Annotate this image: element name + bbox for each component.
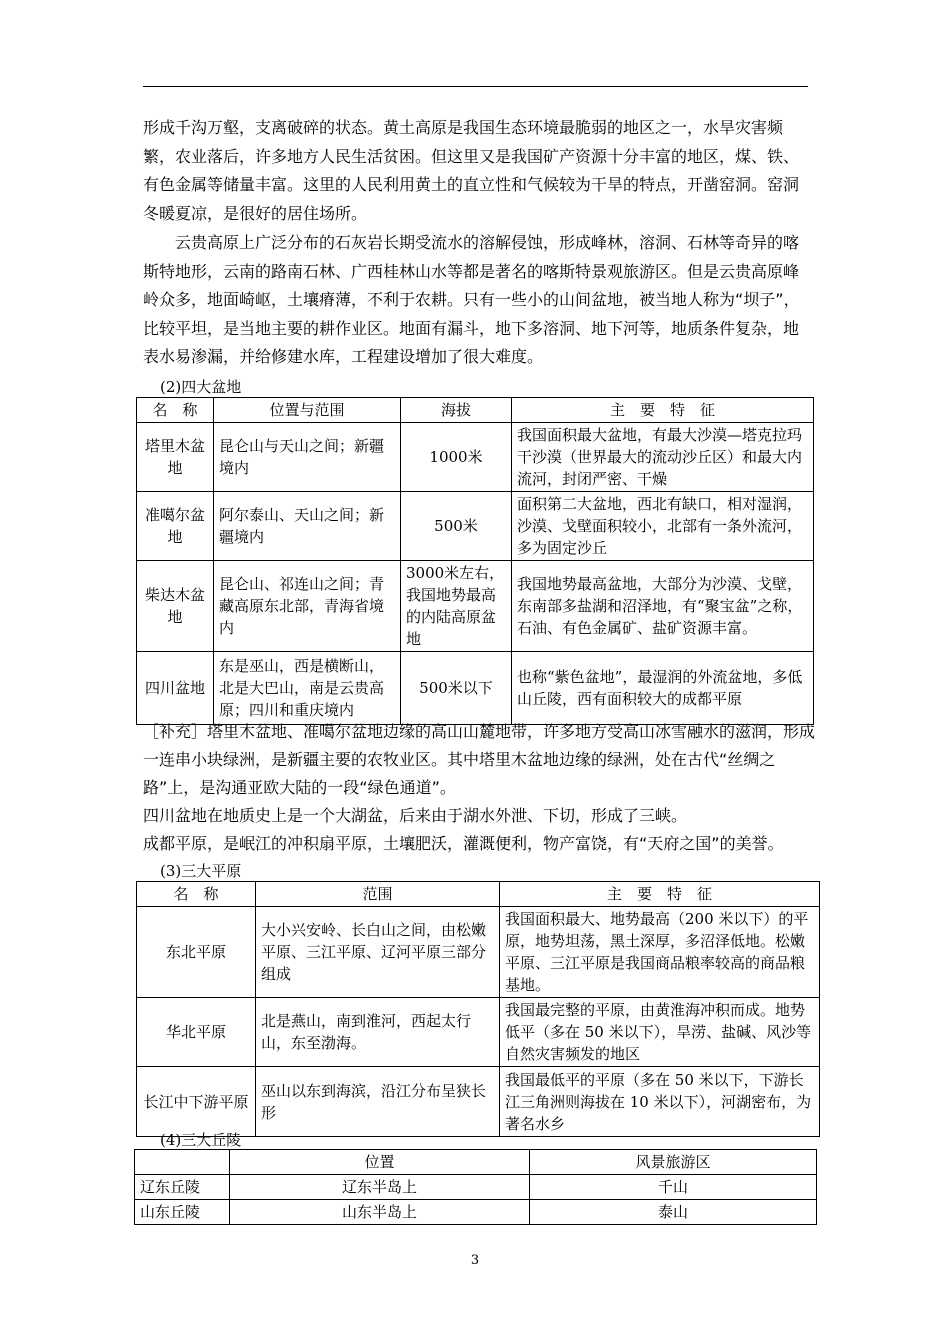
- basins-header-row: [137, 398, 814, 423]
- header-blank: [135, 1150, 230, 1175]
- header-altitude: 海拔: [401, 398, 512, 423]
- table-row: [137, 423, 814, 492]
- supplement-chengdu: 成都平原，是岷江的冲积扇平原，土壤肥沃，灌溉便利，物产富饶，有“天府之国”的美誉。: [143, 834, 784, 853]
- basin-location: 昆仑山与天山之间；新疆境内: [214, 423, 401, 492]
- plains-table: [136, 881, 820, 1137]
- hills-caption: (4)三大丘陵: [160, 1131, 242, 1149]
- intro-paragraph-loess: 形成千沟万壑，支离破碎的状态。黄土高原是我国生态环境最脆弱的地区之一，水旱灾害频繁，农业落后，许多地方人民生活贫困。但这里又是我国矿产资源十分丰富的地区，煤、铁、有色金属等储量丰富。这里的人民利用黄土的直立性和气候较为干旱的特点，开凿窑洞。窑洞冬暖夏凉，是很好的居住场所。: [143, 118, 800, 223]
- header-name: 名 称: [137, 882, 256, 907]
- basin-name: 四川盆地: [137, 652, 214, 725]
- basin-features: 面积第二大盆地，西北有缺口，相对湿润，沙漠、戈壁面积较小，北部有一条外流河，多为固定沙丘: [512, 492, 814, 561]
- hill-scenic: 泰山: [530, 1200, 817, 1225]
- supplement-oasis: ［补充］塔里木盆地、准噶尔盆地边缘的高山山麓地带，许多地方受高山冰雪融水的滋润，形成一连串小块绿洲，是新疆主要的农牧业区。其中塔里木盆地边缘的绿洲，处在古代“丝绸之路”上，是沟通亚欧大陆的一段“绿色通道”。: [143, 722, 816, 797]
- basin-name: 塔里木盆地: [137, 423, 214, 492]
- header-location: 位置: [230, 1150, 530, 1175]
- plain-range: 大小兴安岭、长白山之间，由松嫩平原、三江平原、辽河平原三部分组成: [256, 907, 500, 998]
- supplement-sichuan: 四川盆地在地质史上是一个大湖盆，后来由于湖水外泄、下切，形成了三峡。: [143, 806, 688, 825]
- basin-features: 也称“紫色盆地”，最湿润的外流盆地，多低山丘陵，西有面积较大的成都平原: [512, 652, 814, 725]
- basins-table: [136, 397, 814, 725]
- hills-table: [134, 1149, 817, 1225]
- basin-altitude: 500米: [401, 492, 512, 561]
- basin-features: 我国地势最高盆地，大部分为沙漠、戈壁，东南部多盐湖和沼泽地，有“聚宝盆”之称，石油、有色金属矿、盐矿资源丰富。: [512, 561, 814, 652]
- page-number: 3: [470, 1253, 480, 1268]
- header-location: 位置与范围: [214, 398, 401, 423]
- basin-location: 昆仑山、祁连山之间；青藏高原东北部，青海省境内: [214, 561, 401, 652]
- header-range: 范围: [256, 882, 500, 907]
- plain-range: 北是燕山，南到淮河，西起太行山，东至渤海。: [256, 998, 500, 1067]
- header-name: 名 称: [137, 398, 214, 423]
- header-rule: [143, 86, 808, 87]
- table-row: [137, 561, 814, 652]
- hill-location: 辽东半岛上: [230, 1175, 530, 1200]
- plain-range: 巫山以东到海滨，沿江分布呈狭长形: [256, 1067, 500, 1137]
- hill-name: 辽东丘陵: [135, 1175, 230, 1200]
- plains-header-row: [137, 882, 820, 907]
- basin-location: 阿尔泰山、天山之间；新疆境内: [214, 492, 401, 561]
- plain-features: 我国最完整的平原，由黄淮海冲积而成。地势低平（多在 50 米以下），旱涝、盐碱、风沙等自然灾害频发的地区: [500, 998, 820, 1067]
- basins-caption: (2)四大盆地: [160, 378, 242, 396]
- basin-name: 准噶尔盆地: [137, 492, 214, 561]
- table-row: [137, 652, 814, 725]
- basin-altitude: 500米以下: [401, 652, 512, 725]
- header-features: 主 要 特 征: [500, 882, 820, 907]
- table-row: [137, 492, 814, 561]
- table-row: [137, 1067, 820, 1137]
- basin-altitude: 1000米: [401, 423, 512, 492]
- table-row: [135, 1175, 817, 1200]
- hill-location: 山东半岛上: [230, 1200, 530, 1225]
- plain-features: 我国面积最大、地势最高（200 米以下）的平原，地势坦荡，黑土深厚，多沼泽低地。松嫩平原、三江平原是我国商品粮率较高的商品粮基地。: [500, 907, 820, 998]
- plain-name: 华北平原: [137, 998, 256, 1067]
- hill-name: 山东丘陵: [135, 1200, 230, 1225]
- plains-caption: (3)三大平原: [160, 862, 242, 880]
- basin-features: 我国面积最大盆地，有最大沙漠—塔克拉玛干沙漠（世界最大的流动沙丘区）和最大内流河，封闭严密、干燥: [512, 423, 814, 492]
- hill-scenic: 千山: [530, 1175, 817, 1200]
- header-features: 主 要 特 征: [512, 398, 814, 423]
- header-scenic: 风景旅游区: [530, 1150, 817, 1175]
- basin-altitude: 3000米左右，我国地势最高的内陆高原盆地: [401, 561, 512, 652]
- plain-features: 我国最低平的平原（多在 50 米以下，下游长江三角洲则海拔在 10 米以下），河湖密布，为著名水乡: [500, 1067, 820, 1137]
- basin-location: 东是巫山，西是横断山，北是大巴山，南是云贵高原；四川和重庆境内: [214, 652, 401, 725]
- intro-paragraph-yungui: 云贵高原上广泛分布的石灰岩长期受流水的溶解侵蚀，形成峰林，溶洞、石林等奇异的喀斯特地形，云南的路南石林、广西桂林山水等都是著名的喀斯特景观旅游区。但是云贵高原峰岭众多，地面崎岖，土壤瘠薄，不利于农耕。只有一些小的山间盆地，被当地人称为“坝子”，比较平坦，是当地主要的耕作业区。地面有漏斗，地下多溶洞、地下河等，地质条件复杂，地表水易渗漏，并给修建水库，工程建设增加了很大难度。: [143, 233, 800, 367]
- table-row: [137, 998, 820, 1067]
- table-row: [135, 1200, 817, 1225]
- table-row: [137, 907, 820, 998]
- hills-header-row: [135, 1150, 817, 1175]
- plain-name: 东北平原: [137, 907, 256, 998]
- plain-name: 长江中下游平原: [137, 1067, 256, 1137]
- basin-name: 柴达木盆地: [137, 561, 214, 652]
